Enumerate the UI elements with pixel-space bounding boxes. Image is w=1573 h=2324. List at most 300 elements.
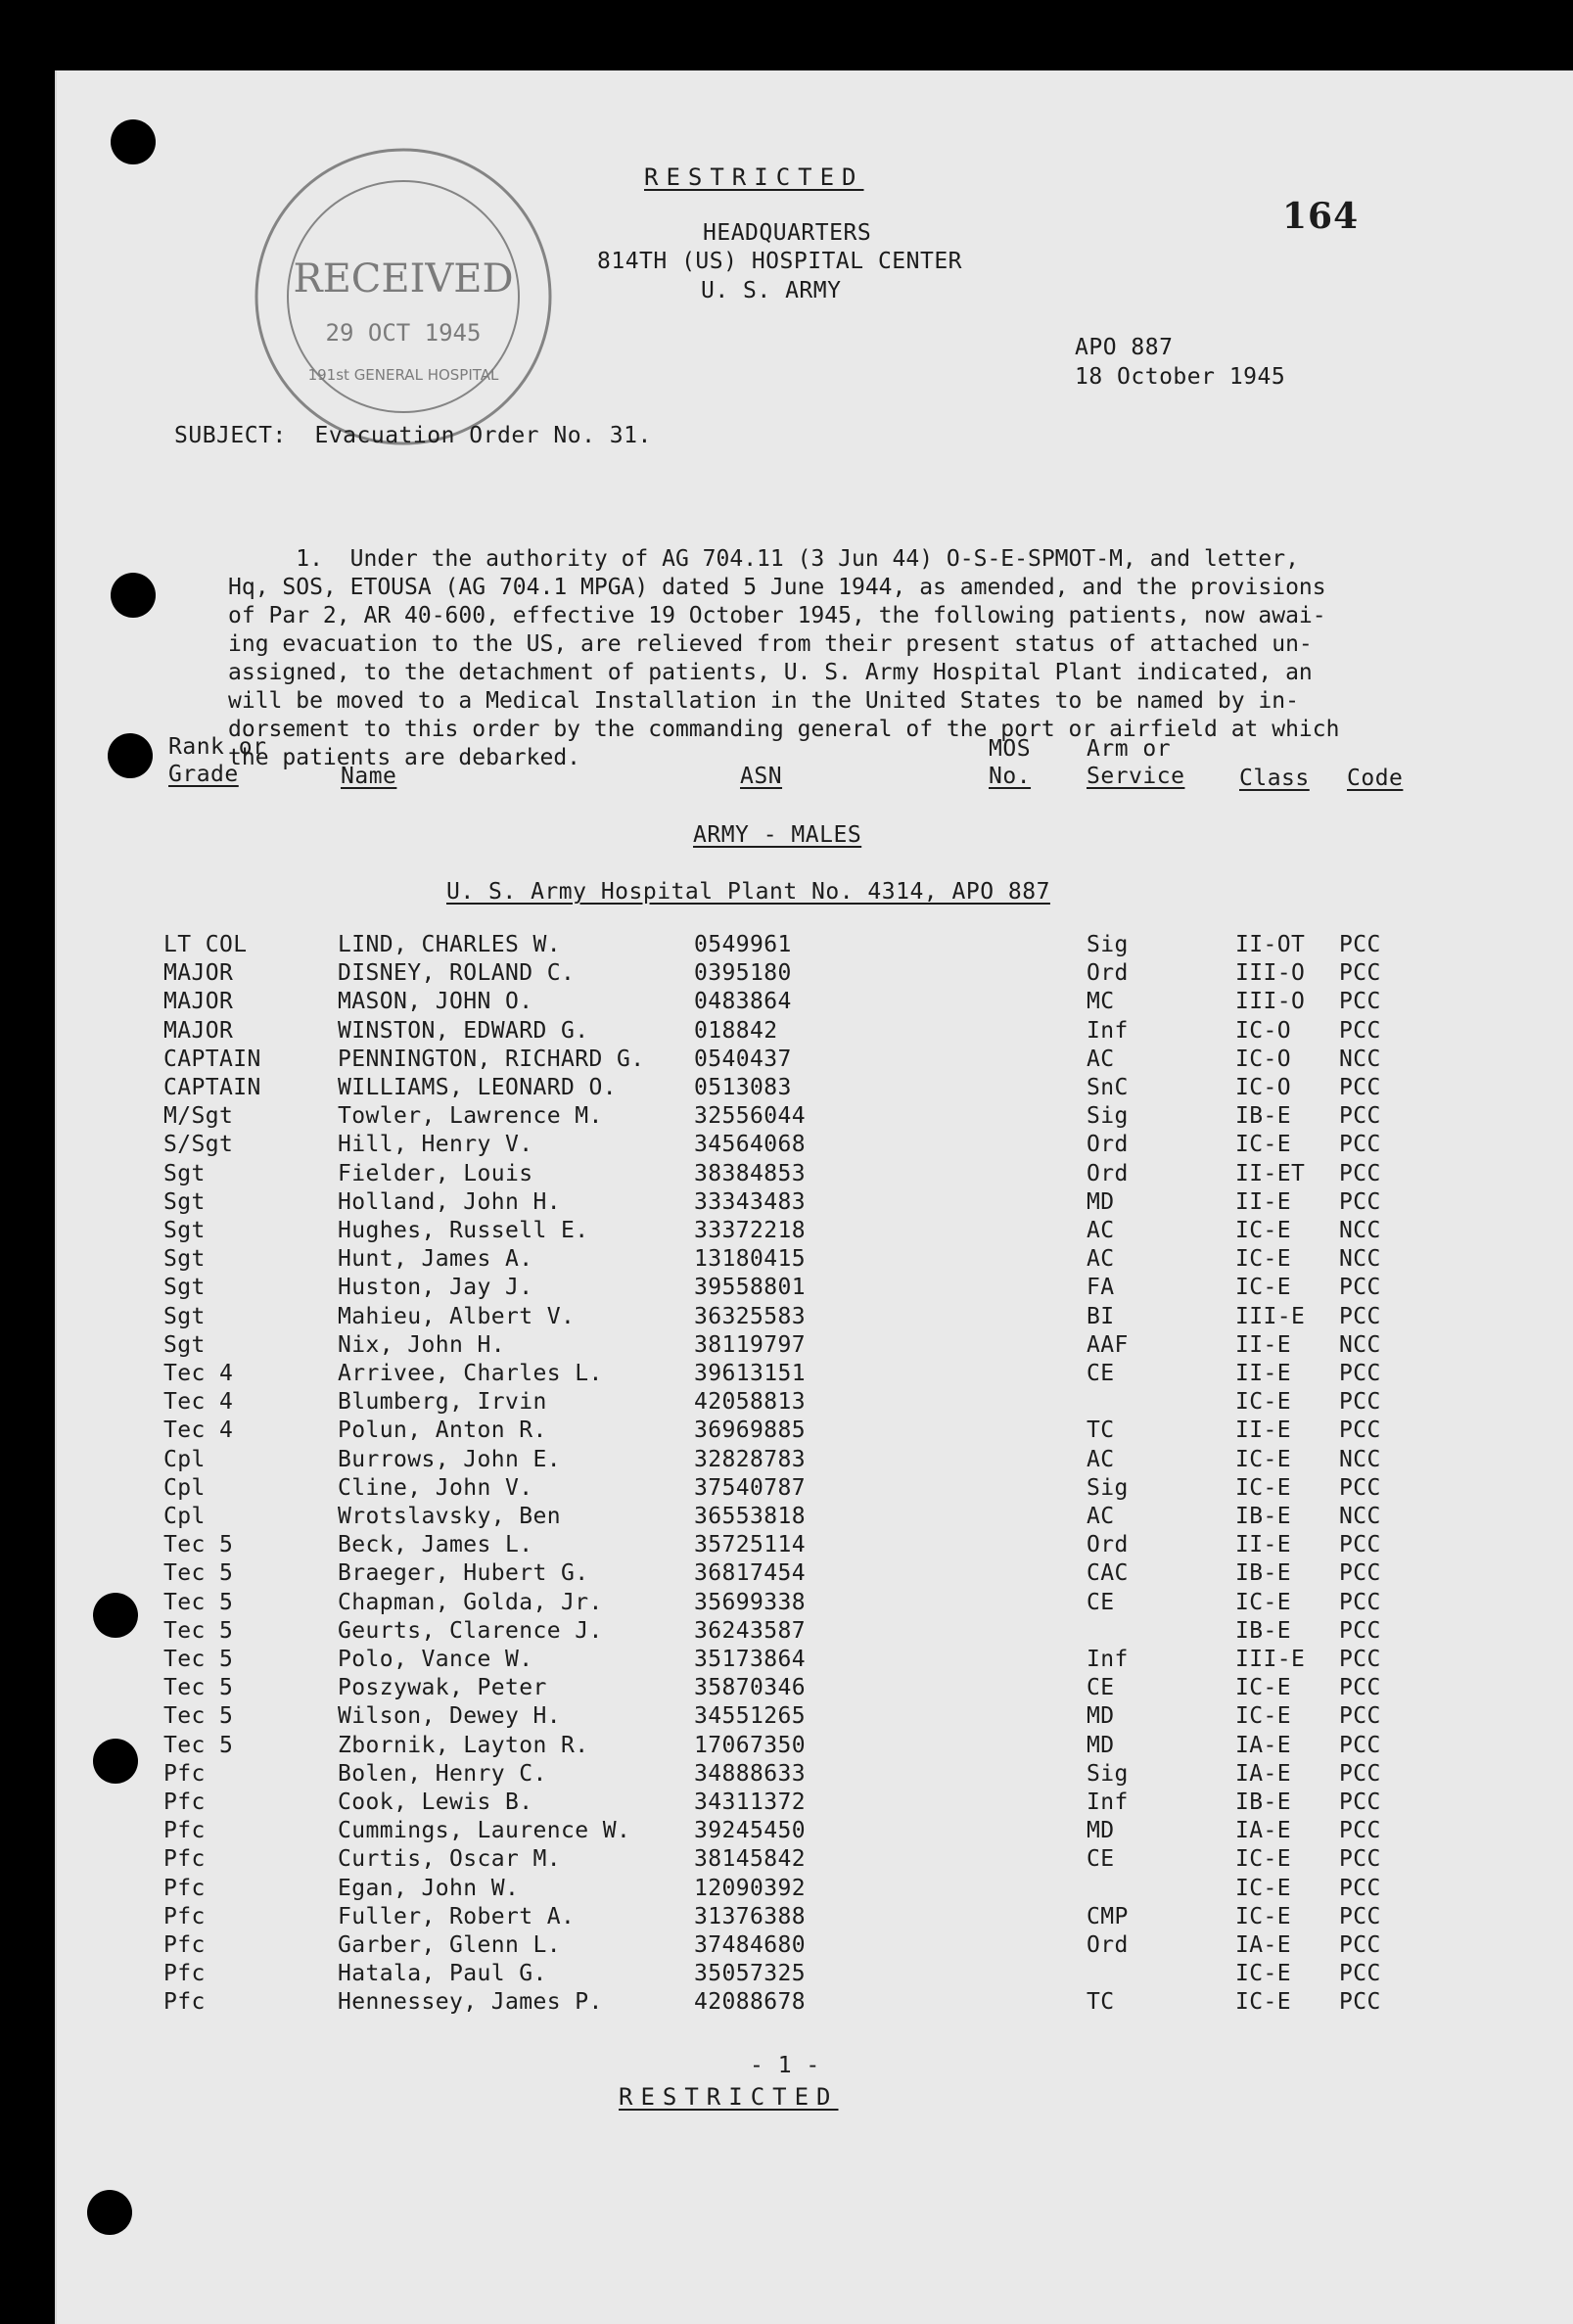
asn-cell: 36325583	[694, 1303, 806, 1329]
code-cell: PCC	[1339, 1932, 1381, 1958]
asn-cell: 0540437	[694, 1046, 792, 1072]
name-cell: Beck, James L.	[338, 1532, 533, 1558]
class-cell: IC-O	[1235, 1017, 1291, 1044]
table-row	[57, 1246, 1573, 1275]
rank-cell: Pfc	[163, 1961, 206, 1987]
asn-cell: 0513083	[694, 1075, 792, 1100]
arm-cell: CMP	[1087, 1903, 1129, 1929]
code-cell: NCC	[1339, 1246, 1381, 1273]
class-cell: IB-E	[1235, 1789, 1291, 1815]
class-cell: IC-E	[1235, 1961, 1291, 1987]
table-row	[57, 1332, 1573, 1361]
class-cell: III-O	[1235, 960, 1306, 987]
class-cell: IA-E	[1235, 1732, 1291, 1758]
code-cell: NCC	[1339, 1504, 1381, 1529]
table-row	[57, 1675, 1573, 1703]
col-arm-line1: Arm or	[1087, 736, 1172, 762]
table-row	[57, 1618, 1573, 1647]
rank-cell: CAPTAIN	[163, 1046, 261, 1072]
arm-cell: FA	[1087, 1275, 1115, 1301]
table-row	[57, 1789, 1573, 1818]
asn-cell: 0483864	[694, 989, 792, 1015]
class-cell: IC-E	[1235, 1132, 1291, 1158]
table-row	[57, 1275, 1573, 1303]
class-cell: IC-E	[1235, 1675, 1291, 1701]
name-cell: DISNEY, ROLAND C.	[338, 960, 576, 987]
name-cell: PENNINGTON, RICHARD G.	[338, 1046, 645, 1072]
name-cell: Huston, Jay J.	[338, 1275, 533, 1301]
code-cell: PCC	[1339, 1017, 1381, 1044]
code-cell: PCC	[1339, 1560, 1381, 1587]
rank-cell: Tec 5	[163, 1647, 234, 1672]
code-cell: PCC	[1339, 1103, 1381, 1130]
table-row	[57, 1904, 1573, 1932]
punch-hole	[111, 119, 156, 164]
class-cell: II-E	[1235, 1532, 1291, 1558]
col-mos-line1: MOS	[989, 736, 1032, 762]
name-cell: Fielder, Louis	[338, 1160, 533, 1186]
paragraph-line: will be moved to a Medical Installation in the United States to be named by in-	[228, 688, 1299, 714]
asn-cell: 37540787	[694, 1474, 806, 1501]
col-rank-line2: Grade	[168, 762, 239, 787]
table-row	[57, 1876, 1573, 1904]
rank-cell: Sgt	[163, 1188, 206, 1215]
name-cell: Egan, John W.	[338, 1875, 520, 1901]
name-cell: Blumberg, Irvin	[338, 1389, 547, 1416]
class-cell: IC-O	[1235, 1075, 1291, 1100]
name-cell: WILLIAMS, LEONARD O.	[338, 1075, 617, 1100]
asn-cell: 34551265	[694, 1703, 806, 1730]
code-cell: PCC	[1339, 1846, 1381, 1873]
class-cell: IB-E	[1235, 1103, 1291, 1130]
rank-cell: Pfc	[163, 1846, 206, 1873]
code-cell: PCC	[1339, 960, 1381, 987]
code-cell: PCC	[1339, 1875, 1381, 1901]
arm-cell: Ord	[1087, 1132, 1129, 1158]
asn-cell: 0549961	[694, 932, 792, 957]
header-line-1: HEADQUARTERS	[703, 220, 872, 246]
arm-cell: CE	[1087, 1846, 1115, 1873]
code-cell: PCC	[1339, 1760, 1381, 1787]
table-row	[57, 1046, 1573, 1075]
rank-cell: Pfc	[163, 1760, 206, 1787]
class-cell: IA-E	[1235, 1760, 1291, 1787]
stamp-date-text: 29 OCT 1945	[325, 319, 482, 347]
name-cell: Zbornik, Layton R.	[338, 1732, 589, 1758]
asn-cell: 35870346	[694, 1675, 806, 1701]
rank-cell: MAJOR	[163, 960, 234, 987]
table-row	[57, 1733, 1573, 1761]
class-cell: IA-E	[1235, 1932, 1291, 1958]
rank-cell: LT COL	[163, 932, 248, 957]
arm-cell: Sig	[1087, 1760, 1129, 1787]
header-line-2: 814TH (US) HOSPITAL CENTER	[597, 249, 963, 274]
name-cell: Hill, Henry V.	[338, 1132, 533, 1158]
rank-cell: Pfc	[163, 1875, 206, 1901]
asn-cell: 33343483	[694, 1188, 806, 1215]
punch-hole	[93, 1739, 138, 1784]
arm-cell: Inf	[1087, 1647, 1129, 1672]
arm-cell: AC	[1087, 1046, 1115, 1072]
code-cell: NCC	[1339, 1218, 1381, 1243]
document-date: 18 October 1945	[1075, 364, 1286, 390]
table-row	[57, 1504, 1573, 1532]
code-cell: PCC	[1339, 1989, 1381, 2016]
code-cell: PCC	[1339, 1961, 1381, 1987]
name-cell: Nix, John H.	[338, 1331, 505, 1358]
code-cell: NCC	[1339, 1331, 1381, 1358]
class-cell: IC-E	[1235, 1903, 1291, 1929]
name-cell: Cline, John V.	[338, 1474, 533, 1501]
footer-page-number: - 1 -	[750, 2053, 820, 2078]
code-cell: NCC	[1339, 1446, 1381, 1472]
punch-hole	[93, 1593, 138, 1638]
plant-title: U. S. Army Hospital Plant No. 4314, APO 887	[446, 879, 1050, 905]
arm-cell: Sig	[1087, 932, 1129, 957]
asn-cell: 0395180	[694, 960, 792, 987]
class-cell: IC-E	[1235, 1246, 1291, 1273]
name-cell: Arrivee, Charles L.	[338, 1361, 603, 1386]
class-cell: IA-E	[1235, 1818, 1291, 1844]
rank-cell: Tec 5	[163, 1703, 234, 1730]
class-cell: II-E	[1235, 1361, 1291, 1386]
table-row	[57, 1560, 1573, 1589]
asn-cell: 42058813	[694, 1389, 806, 1416]
class-cell: IC-E	[1235, 1989, 1291, 2016]
class-cell: IC-E	[1235, 1589, 1291, 1615]
rank-cell: Sgt	[163, 1331, 206, 1358]
code-cell: PCC	[1339, 1418, 1381, 1444]
rank-cell: Sgt	[163, 1303, 206, 1329]
rank-cell: Pfc	[163, 1903, 206, 1929]
code-cell: PCC	[1339, 1818, 1381, 1844]
asn-cell: 35173864	[694, 1647, 806, 1672]
rank-cell: Tec 4	[163, 1418, 234, 1444]
arm-cell: Ord	[1087, 1932, 1129, 1958]
name-cell: Hunt, James A.	[338, 1246, 533, 1273]
col-asn: ASN	[740, 764, 783, 789]
asn-cell: 39613151	[694, 1361, 806, 1386]
col-code: Code	[1347, 766, 1404, 791]
stamp-received-text: RECEIVED	[293, 256, 514, 302]
asn-cell: 42088678	[694, 1989, 806, 2016]
code-cell: PCC	[1339, 1789, 1381, 1815]
rank-cell: CAPTAIN	[163, 1075, 261, 1100]
code-cell: PCC	[1339, 1160, 1381, 1186]
rank-cell: Pfc	[163, 1789, 206, 1815]
name-cell: Hatala, Paul G.	[338, 1961, 547, 1987]
name-cell: Wrotslavsky, Ben	[338, 1504, 561, 1529]
code-cell: PCC	[1339, 1532, 1381, 1558]
document-page	[55, 70, 1573, 2324]
asn-cell: 12090392	[694, 1875, 806, 1901]
arm-cell: Sig	[1087, 1103, 1129, 1130]
asn-cell: 32556044	[694, 1103, 806, 1130]
code-cell: PCC	[1339, 1675, 1381, 1701]
table-row	[57, 1703, 1573, 1732]
stamp-unit-text: 191st GENERAL HOSPITAL	[307, 366, 499, 384]
asn-cell: 36553818	[694, 1504, 806, 1529]
paragraph-line: Hq, SOS, ETOUSA (AG 704.1 MPGA) dated 5 June 1944, as amended, and the provisions	[228, 575, 1326, 600]
rank-cell: Sgt	[163, 1160, 206, 1186]
asn-cell: 39558801	[694, 1275, 806, 1301]
class-cell: II-ET	[1235, 1160, 1306, 1186]
page-number: 164	[1282, 196, 1360, 237]
name-cell: Poszywak, Peter	[338, 1675, 547, 1701]
received-stamp	[247, 145, 560, 448]
order-paragraph	[228, 545, 1501, 772]
code-cell: PCC	[1339, 1703, 1381, 1730]
class-cell: IB-E	[1235, 1560, 1291, 1587]
table-row	[57, 1389, 1573, 1418]
name-cell: WINSTON, EDWARD G.	[338, 1017, 589, 1044]
rank-cell: Tec 5	[163, 1532, 234, 1558]
paragraph-line: the patients are debarked.	[228, 745, 581, 770]
arm-cell: CE	[1087, 1675, 1115, 1701]
paragraph-line: 1. Under the authority of AG 704.11 (3 Jun 44) O-S-E-SPMOT-M, and letter,	[228, 546, 1299, 572]
paragraph-line: assigned, to the detachment of patients, U. S. Army Hospital Plant indicated, an	[228, 660, 1313, 685]
rank-cell: Tec 4	[163, 1361, 234, 1386]
name-cell: Polo, Vance W.	[338, 1647, 533, 1672]
table-row	[57, 1961, 1573, 1989]
table-row	[57, 1418, 1573, 1446]
class-cell: IC-E	[1235, 1389, 1291, 1416]
class-cell: IC-E	[1235, 1275, 1291, 1301]
table-row	[57, 1761, 1573, 1789]
arm-cell: Ord	[1087, 960, 1129, 987]
asn-cell: 35699338	[694, 1589, 806, 1615]
paragraph-line: dorsement to this order by the commanding general of the port or airfield at which	[228, 717, 1340, 742]
name-cell: Braeger, Hubert G.	[338, 1560, 589, 1587]
section-title: ARMY - MALES	[693, 822, 862, 848]
code-cell: PCC	[1339, 1188, 1381, 1215]
rank-cell: Sgt	[163, 1275, 206, 1301]
arm-cell: BI	[1087, 1303, 1115, 1329]
asn-cell: 33372218	[694, 1218, 806, 1243]
rank-cell: Tec 5	[163, 1589, 234, 1615]
asn-cell: 38384853	[694, 1160, 806, 1186]
class-cell: III-O	[1235, 989, 1306, 1015]
asn-cell: 38145842	[694, 1846, 806, 1873]
arm-cell: Ord	[1087, 1160, 1129, 1186]
code-cell: PCC	[1339, 1361, 1381, 1386]
asn-cell: 17067350	[694, 1732, 806, 1758]
name-cell: Chapman, Golda, Jr.	[338, 1589, 603, 1615]
class-cell: IB-E	[1235, 1617, 1291, 1644]
asn-cell: 35057325	[694, 1961, 806, 1987]
asn-cell: 39245450	[694, 1818, 806, 1844]
class-cell: IC-E	[1235, 1218, 1291, 1243]
subject-line: SUBJECT: Evacuation Order No. 31.	[174, 423, 652, 448]
asn-cell: 018842	[694, 1017, 778, 1044]
code-cell: NCC	[1339, 1046, 1381, 1072]
punch-hole	[111, 573, 156, 618]
paragraph-line: of Par 2, AR 40-600, effective 19 October 1945, the following patients, now awai-	[228, 603, 1326, 628]
code-cell: PCC	[1339, 1275, 1381, 1301]
header-restricted: RESTRICTED	[644, 163, 864, 191]
class-cell: II-E	[1235, 1188, 1291, 1215]
name-cell: Mahieu, Albert V.	[338, 1303, 576, 1329]
asn-cell: 36817454	[694, 1560, 806, 1587]
table-row	[57, 1447, 1573, 1475]
asn-cell: 37484680	[694, 1932, 806, 1958]
rank-cell: Tec 5	[163, 1617, 234, 1644]
table-row	[57, 1475, 1573, 1504]
col-mos-line2: No.	[989, 764, 1032, 789]
arm-cell: Sig	[1087, 1474, 1129, 1501]
arm-cell: AC	[1087, 1504, 1115, 1529]
rank-cell: Tec 4	[163, 1389, 234, 1416]
class-cell: IC-E	[1235, 1446, 1291, 1472]
arm-cell: MD	[1087, 1703, 1115, 1730]
name-cell: Cook, Lewis B.	[338, 1789, 533, 1815]
class-cell: IC-E	[1235, 1703, 1291, 1730]
code-cell: PCC	[1339, 1474, 1381, 1501]
class-cell: IC-E	[1235, 1875, 1291, 1901]
name-cell: Cummings, Laurence W.	[338, 1818, 631, 1844]
table-row	[57, 1132, 1573, 1160]
table-row	[57, 932, 1573, 960]
code-cell: PCC	[1339, 932, 1381, 957]
name-cell: Garber, Glenn L.	[338, 1932, 561, 1958]
rank-cell: Sgt	[163, 1218, 206, 1243]
code-cell: PCC	[1339, 989, 1381, 1015]
table-row	[57, 1018, 1573, 1046]
rank-cell: Pfc	[163, 1989, 206, 2016]
table-row	[57, 1161, 1573, 1189]
rank-cell: Tec 5	[163, 1560, 234, 1587]
name-cell: Fuller, Robert A.	[338, 1903, 576, 1929]
rank-cell: MAJOR	[163, 1017, 234, 1044]
class-cell: III-E	[1235, 1647, 1306, 1672]
arm-cell: Ord	[1087, 1532, 1129, 1558]
rank-cell: Tec 5	[163, 1675, 234, 1701]
table-row	[57, 1846, 1573, 1875]
name-cell: Curtis, Oscar M.	[338, 1846, 561, 1873]
table-row	[57, 1989, 1573, 2018]
table-row	[57, 1590, 1573, 1618]
code-cell: PCC	[1339, 1589, 1381, 1615]
name-cell: Bolen, Henry C.	[338, 1760, 547, 1787]
arm-cell: Inf	[1087, 1017, 1129, 1044]
paragraph-line: ing evacuation to the US, are relieved from their present status of attached un-	[228, 631, 1313, 657]
rank-cell: Pfc	[163, 1932, 206, 1958]
rank-cell: Cpl	[163, 1504, 206, 1529]
table-row	[57, 960, 1573, 989]
arm-cell: MD	[1087, 1188, 1115, 1215]
rank-cell: Tec 5	[163, 1732, 234, 1758]
table-row	[57, 1361, 1573, 1389]
code-cell: PCC	[1339, 1389, 1381, 1416]
apo-line: APO 887	[1075, 335, 1174, 360]
asn-cell: 36969885	[694, 1418, 806, 1444]
table-row	[57, 1647, 1573, 1675]
table-row	[57, 1189, 1573, 1218]
arm-cell: AAF	[1087, 1331, 1129, 1358]
class-cell: II-E	[1235, 1418, 1291, 1444]
asn-cell: 38119797	[694, 1331, 806, 1358]
table-row	[57, 1218, 1573, 1246]
code-cell: PCC	[1339, 1903, 1381, 1929]
name-cell: Burrows, John E.	[338, 1446, 561, 1472]
code-cell: PCC	[1339, 1132, 1381, 1158]
arm-cell: MC	[1087, 989, 1115, 1015]
arm-cell: MD	[1087, 1818, 1115, 1844]
table-row	[57, 1075, 1573, 1103]
class-cell: III-E	[1235, 1303, 1306, 1329]
class-cell: IC-O	[1235, 1046, 1291, 1072]
asn-cell: 36243587	[694, 1617, 806, 1644]
asn-cell: 34311372	[694, 1789, 806, 1815]
table-row	[57, 1304, 1573, 1332]
asn-cell: 32828783	[694, 1446, 806, 1472]
class-cell: II-OT	[1235, 932, 1306, 957]
table-row	[57, 1103, 1573, 1132]
class-cell: IC-E	[1235, 1846, 1291, 1873]
rank-cell: S/Sgt	[163, 1132, 234, 1158]
arm-cell: SnC	[1087, 1075, 1129, 1100]
arm-cell: AC	[1087, 1446, 1115, 1472]
name-cell: Hennessey, James P.	[338, 1989, 603, 2016]
rank-cell: Pfc	[163, 1818, 206, 1844]
arm-cell: AC	[1087, 1246, 1115, 1273]
class-cell: II-E	[1235, 1331, 1291, 1358]
name-cell: MASON, JOHN O.	[338, 989, 533, 1015]
arm-cell: TC	[1087, 1989, 1115, 2016]
arm-cell: TC	[1087, 1418, 1115, 1444]
asn-cell: 13180415	[694, 1246, 806, 1273]
name-cell: Towler, Lawrence M.	[338, 1103, 603, 1130]
code-cell: PCC	[1339, 1075, 1381, 1100]
asn-cell: 35725114	[694, 1532, 806, 1558]
name-cell: Wilson, Dewey H.	[338, 1703, 561, 1730]
arm-cell: CE	[1087, 1589, 1115, 1615]
header-line-3: U. S. ARMY	[701, 278, 842, 303]
col-rank-line1: Rank or	[168, 734, 267, 760]
asn-cell: 34888633	[694, 1760, 806, 1787]
punch-hole	[108, 733, 153, 778]
arm-cell: Inf	[1087, 1789, 1129, 1815]
class-cell: IC-E	[1235, 1474, 1291, 1501]
rank-cell: MAJOR	[163, 989, 234, 1015]
arm-cell: CE	[1087, 1361, 1115, 1386]
name-cell: Polun, Anton R.	[338, 1418, 547, 1444]
col-name: Name	[341, 764, 397, 789]
table-row	[57, 1532, 1573, 1560]
rank-cell: Cpl	[163, 1474, 206, 1501]
code-cell: PCC	[1339, 1303, 1381, 1329]
table-row	[57, 1932, 1573, 1961]
asn-cell: 31376388	[694, 1903, 806, 1929]
name-cell: LIND, CHARLES W.	[338, 932, 561, 957]
rank-cell: Cpl	[163, 1446, 206, 1472]
punch-hole	[87, 2190, 132, 2235]
rank-cell: M/Sgt	[163, 1103, 234, 1130]
arm-cell: AC	[1087, 1218, 1115, 1243]
name-cell: Holland, John H.	[338, 1188, 561, 1215]
col-class: Class	[1239, 766, 1310, 791]
arm-cell: CAC	[1087, 1560, 1129, 1587]
asn-cell: 34564068	[694, 1132, 806, 1158]
col-arm-line2: Service	[1087, 764, 1185, 789]
code-cell: PCC	[1339, 1732, 1381, 1758]
code-cell: PCC	[1339, 1647, 1381, 1672]
table-row	[57, 989, 1573, 1017]
code-cell: PCC	[1339, 1617, 1381, 1644]
name-cell: Geurts, Clarence J.	[338, 1617, 603, 1644]
table-row	[57, 1818, 1573, 1846]
name-cell: Hughes, Russell E.	[338, 1218, 589, 1243]
